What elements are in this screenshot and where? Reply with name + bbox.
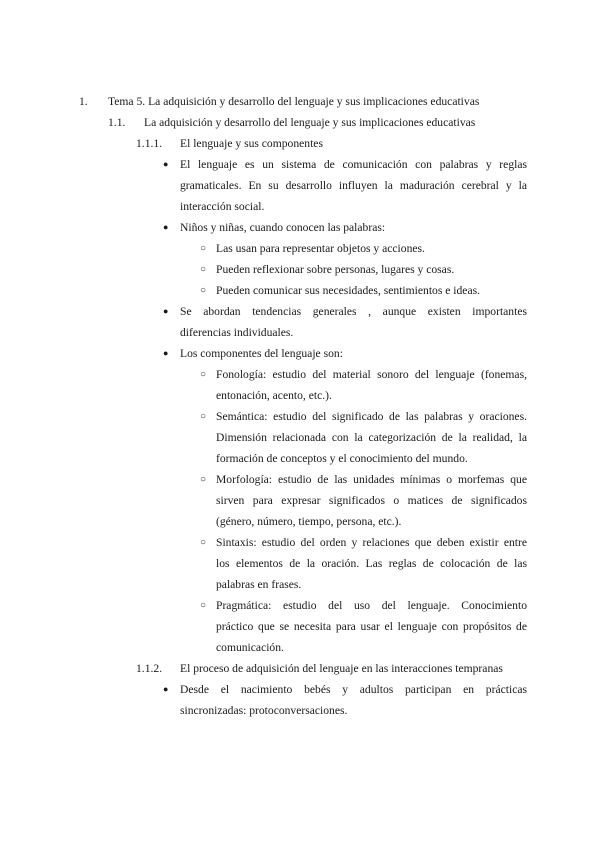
component-semantica-line-1: Semántica: estudio del significado de las palabras y oraciones.	[216, 410, 527, 423]
section-1-title: El lenguaje y sus componentes	[180, 137, 323, 150]
bullet-3-line-2: diferencias individuales.	[180, 326, 294, 339]
section-2-bullet-line-2: sincronizadas: protoconversaciones.	[180, 704, 348, 717]
bullet-icon: ●	[163, 306, 169, 316]
component-pragmatica-line-1: Pragmática: estudio del uso del lenguaje. Conocimiento	[216, 599, 527, 612]
component-sintaxis-line-2: los elementos de la oración. Las reglas de colocación de las	[216, 557, 527, 570]
component-sintaxis-line-1: Sintaxis: estudio del orden y relaciones que deben existir entre	[216, 536, 527, 549]
component-fonologia-line-1: Fonología: estudio del material sonoro del lenguaje (fonemas,	[216, 368, 527, 381]
component-morfologia-line-3: (género, número, tiempo, persona, etc.).	[216, 515, 402, 528]
circle-bullet-icon: ○	[200, 369, 207, 380]
bullet-1-line-2: gramaticales. En su desarrollo influyen la maduración cerebral y la	[180, 179, 527, 192]
component-sintaxis-line-3: palabras en frases.	[216, 578, 302, 591]
bullet-icon: ●	[163, 348, 169, 358]
bullet-3-line-1: Se abordan tendencias generales , aunque existen importantes	[180, 305, 527, 318]
heading-1-number: 1.	[79, 95, 88, 108]
bullet-4-text: Los componentes del lenguaje son:	[180, 347, 343, 360]
circle-bullet-icon: ○	[200, 537, 207, 548]
heading-2-number: 1.1.	[108, 116, 126, 129]
bullet-icon: ●	[163, 159, 169, 169]
sub-item-3: Pueden comunicar sus necesidades, sentimientos e ideas.	[216, 284, 481, 297]
circle-bullet-icon: ○	[200, 411, 207, 422]
component-morfologia-line-1: Morfología: estudio de las unidades mínimas o morfemas que	[216, 473, 527, 486]
circle-bullet-icon: ○	[200, 243, 207, 254]
component-semantica-line-3: formación de conceptos y el conocimiento del mundo.	[216, 452, 468, 465]
section-2-number: 1.1.2.	[136, 662, 163, 675]
component-pragmatica-line-3: comunicación.	[216, 641, 284, 654]
component-fonologia-line-2: entonación, acento, etc.).	[216, 389, 332, 402]
component-morfologia-line-2: sirven para expresar significados o matices de significados	[216, 494, 527, 507]
circle-bullet-icon: ○	[200, 264, 207, 275]
bullet-icon: ●	[163, 222, 169, 232]
section-2-title: El proceso de adquisición del lenguaje en las interacciones tempranas	[180, 662, 503, 675]
bullet-1-line-1: El lenguaje es un sistema de comunicación con palabras y reglas	[180, 158, 527, 171]
bullet-2-text: Niños y niñas, cuando conocen las palabras:	[180, 221, 386, 234]
circle-bullet-icon: ○	[200, 474, 207, 485]
component-pragmatica-line-2: práctico que se necesita para usar el lenguaje con propósitos de	[216, 620, 527, 633]
bullet-1-line-3: interacción social.	[180, 200, 265, 213]
sub-item-1: Las usan para representar objetos y acciones.	[216, 242, 425, 255]
heading-2-title: La adquisición y desarrollo del lenguaje y sus implicaciones educativas	[144, 116, 476, 129]
circle-bullet-icon: ○	[200, 285, 207, 296]
component-semantica-line-2: Dimensión relacionada con la categorización de la realidad, la	[216, 431, 527, 444]
section-1-number: 1.1.1.	[136, 137, 163, 150]
sub-item-2: Pueden reflexionar sobre personas, lugares y cosas.	[216, 263, 455, 276]
heading-1-title: Tema 5. La adquisición y desarrollo del lenguaje y sus implicaciones educativas	[108, 95, 480, 108]
circle-bullet-icon: ○	[200, 600, 207, 611]
section-2-bullet-line-1: Desde el nacimiento bebés y adultos participan en prácticas	[180, 683, 527, 696]
bullet-icon: ●	[163, 684, 169, 694]
